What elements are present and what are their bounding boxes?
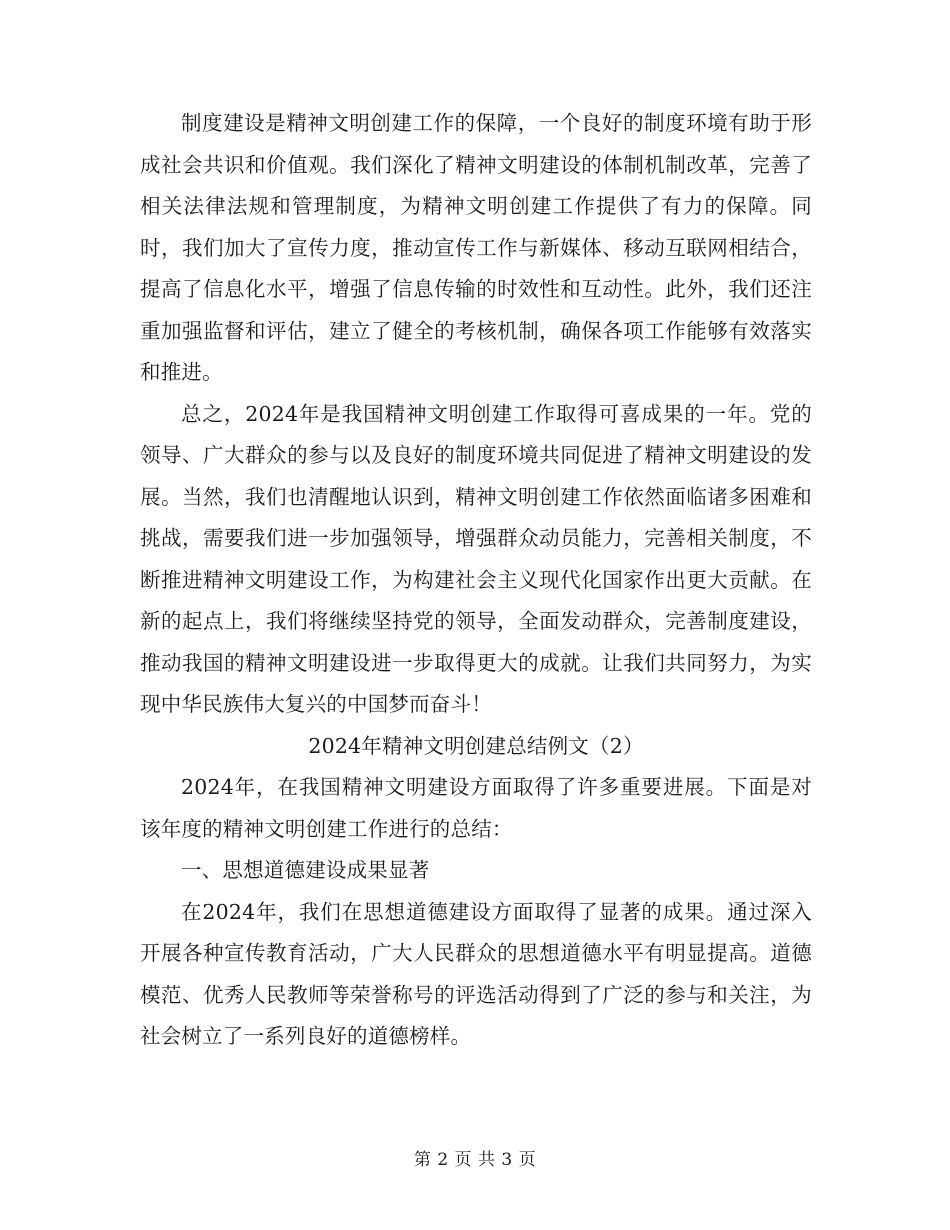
paragraph-conclusion: 总之，2024年是我国精神文明创建工作取得可喜成果的一年。党的领导、广大群众的参与以及良好的制度环境共同促进了精神文明建设的发展。当然，我们也清醒地认识到，精神文明创建工作依然面临诸多困难和挑战，需要我们进一步加强领导，增强群众动员能力，完善相关制度，不断推进精神文明建设工作，为构建社会主义现代化国家作出更大贡献。在新的起点上，我们将继续坚持党的领导，全面发动群众，完善制度建设，推动我国的精神文明建设进一步取得更大的成就。让我们共同努力，为实现中华民族伟大复兴的中国梦而奋斗！ [140,401,812,716]
page-number-footer: 第 2 页 共 3 页 [413,1150,537,1170]
subheading-moral-construction: 一、思想道德建设成果显著 [181,858,430,882]
paragraph-moral-construction: 在2024年，我们在思想道德建设方面取得了显著的成果。通过深入开展各种宣传教育活动，广大人民群众的思想道德水平有明显提高。道德模范、优秀人民教师等荣誉称号的评选活动得到了广泛的参与和关注，为社会树立了一系列良好的道德榜样。 [140,899,812,1048]
paragraph-institution-building: 制度建设是精神文明创建工作的保障，一个良好的制度环境有助于形成社会共识和价值观。我们深化了精神文明建设的体制机制改革，完善了相关法律法规和管理制度，为精神文明创建工作提供了有力的保障。同时，我们加大了宣传力度，推动宣传工作与新媒体、移动互联网相结合，提高了信息化水平，增强了信息传输的时效性和互动性。此外，我们还注重加强监督和评估，建立了健全的考核机制，确保各项工作能够有效落实和推进。 [140,111,812,384]
section-title: 2024年精神文明创建总结例文（2） [308,733,644,758]
paragraph-intro: 2024年，在我国精神文明建设方面取得了许多重要进展。下面是对该年度的精神文明创建工作进行的总结： [140,775,812,841]
document-body [140,103,812,1058]
